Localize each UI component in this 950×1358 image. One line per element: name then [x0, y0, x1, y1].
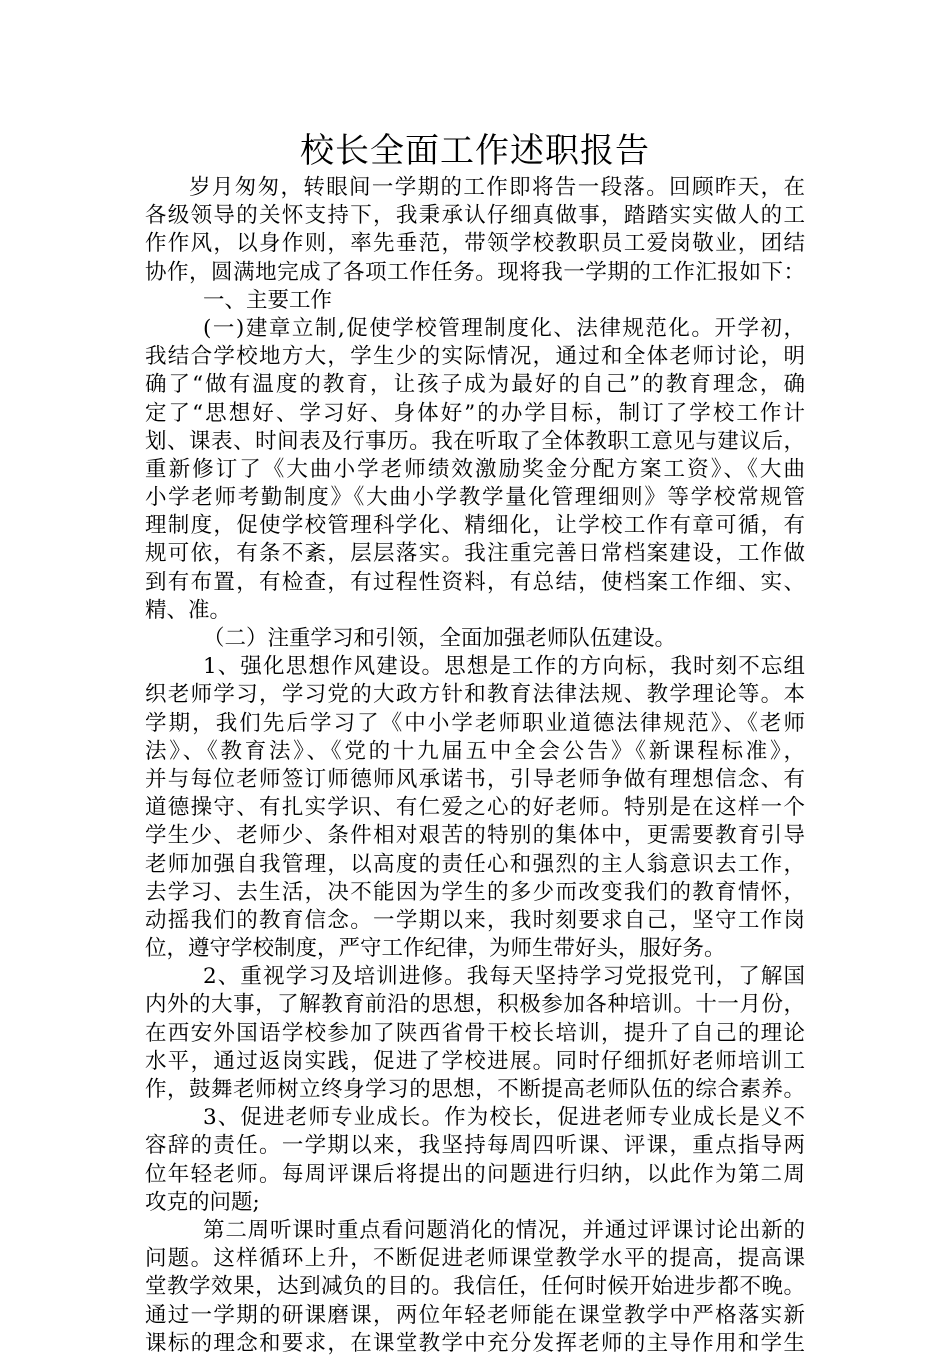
body-line: 一、主要工作 — [203, 287, 333, 313]
body-line: 学期，我们先后学习了《中小学老师职业道德法律规范》、《老师 — [145, 710, 805, 736]
body-line: 第二周听课时重点看问题消化的情况，并通过评课讨论出新的 — [203, 1217, 805, 1243]
body-line: 课标的理念和要求，在课堂教学中充分发挥老师的主导作用和学生 — [145, 1330, 805, 1356]
body-line: 到有布置，有检查，有过程性资料，有总结，使档案工作细、实、 — [145, 569, 805, 595]
body-line: 理制度，促使学校管理科学化、精细化，让学校工作有章可循，有 — [145, 513, 805, 539]
body-line: 通过一学期的研课磨课，两位年轻老师能在课堂教学中严格落实新 — [145, 1302, 805, 1328]
body-line: 定了“思想好、学习好、身体好”的办学目标，制订了学校工作计 — [145, 400, 805, 426]
body-line: 岁月匆匆，转眼间一学期的工作即将告一段落。回顾昨天，在 — [189, 175, 805, 200]
body-line: （二）注重学习和引领，全面加强老师队伍建设。 — [203, 626, 677, 651]
body-line: (一)建章立制,促使学校管理制度化、法律规范化。开学初， — [203, 315, 805, 341]
body-line: 容辞的责任。一学期以来，我坚持每周四听课、评课，重点指导两 — [145, 1133, 805, 1159]
body-line: 位，遵守学校制度，严守工作纪律，为师生带好头，服好务。 — [145, 936, 726, 962]
body-line: 2、重视学习及培训进修。我每天坚持学习党报党刊，了解国 — [203, 964, 805, 990]
body-line: 作，鼓舞老师树立终身学习的思想，不断提高老师队伍的综合素养。 — [145, 1077, 805, 1102]
body-line: 织老师学习，学习党的大政方针和教育法律法规、教学理论等。本 — [145, 682, 805, 708]
body-line: 精、准。 — [145, 597, 232, 623]
body-line: 攻克的问题; — [145, 1189, 260, 1215]
body-line: 学生少、老师少、条件相对艰苦的特别的集体中，更需要教育引导 — [145, 823, 805, 849]
body-line: 老师加强自我管理，以高度的责任心和强烈的主人翁意识去工作， — [145, 851, 805, 877]
body-line: 位年轻老师。每周评课后将提出的问题进行归纳，以此作为第二周 — [145, 1161, 805, 1187]
body-line: 作作风，以身作则，率先垂范，带领学校教职员工爱岗敬业，团结 — [145, 231, 805, 257]
body-line: 动摇我们的教育信念。一学期以来，我时刻要求自己，坚守工作岗 — [145, 907, 805, 933]
body-line: 各级领导的关怀支持下，我秉承认仔细真做事，踏踏实实做人的工 — [145, 203, 805, 229]
body-line: 在西安外国语学校参加了陕西省骨干校长培训，提升了自己的理论 — [145, 1020, 805, 1046]
body-line: 划、课表、时间表及行事历。我在听取了全体教职工意见与建议后， — [145, 428, 805, 454]
body-line: 内外的大事，了解教育前沿的思想，积极参加各种培训。十一月份， — [145, 992, 805, 1018]
body-line: 重新修订了《大曲小学老师绩效激励奖金分配方案工资》、《大曲 — [145, 456, 805, 482]
document-title: 校长全面工作述职报告 — [300, 131, 650, 171]
body-line: 协作，圆满地完成了各项工作任务。现将我一学期的工作汇报如下： — [145, 259, 805, 285]
body-line: 1、强化思想作风建设。思想是工作的方向标，我时刻不忘组 — [203, 654, 805, 680]
body-line: 我结合学校地方大，学生少的实际情况，通过和全体老师讨论，明 — [145, 344, 805, 370]
body-line: 3、促进老师专业成长。作为校长，促进老师专业成长是义不 — [203, 1105, 805, 1131]
body-line: 堂教学效果，达到减负的目的。我信任，任何时候开始进步都不晚。 — [145, 1274, 805, 1300]
body-line: 问题。这样循环上升，不断促进老师课堂教学水平的提高，提高课 — [145, 1246, 805, 1272]
body-line: 并与每位老师签订师德师风承诺书，引导老师争做有理想信念、有 — [145, 766, 805, 792]
body-line: 去学习、去生活，决不能因为学生的多少而改变我们的教育情怀， — [145, 879, 805, 905]
body-line: 规可依，有条不紊，层层落实。我注重完善日常档案建设，工作做 — [145, 541, 805, 567]
body-line: 法》、《教育法》、《党的十九届五中全会公告》《新课程标准》， — [145, 738, 805, 764]
body-line: 小学老师考勤制度》《大曲小学教学量化管理细则》等学校常规管 — [145, 485, 805, 511]
body-line: 确了“做有温度的教育，让孩子成为最好的自己”的教育理念，确 — [145, 372, 805, 398]
document-body — [145, 174, 805, 1358]
body-line: 道德操守、有扎实学识、有仁爱之心的好老师。特别是在这样一个 — [145, 795, 805, 821]
body-line: 水平，通过返岗实践，促进了学校进展。同时仔细抓好老师培训工 — [145, 1048, 805, 1074]
